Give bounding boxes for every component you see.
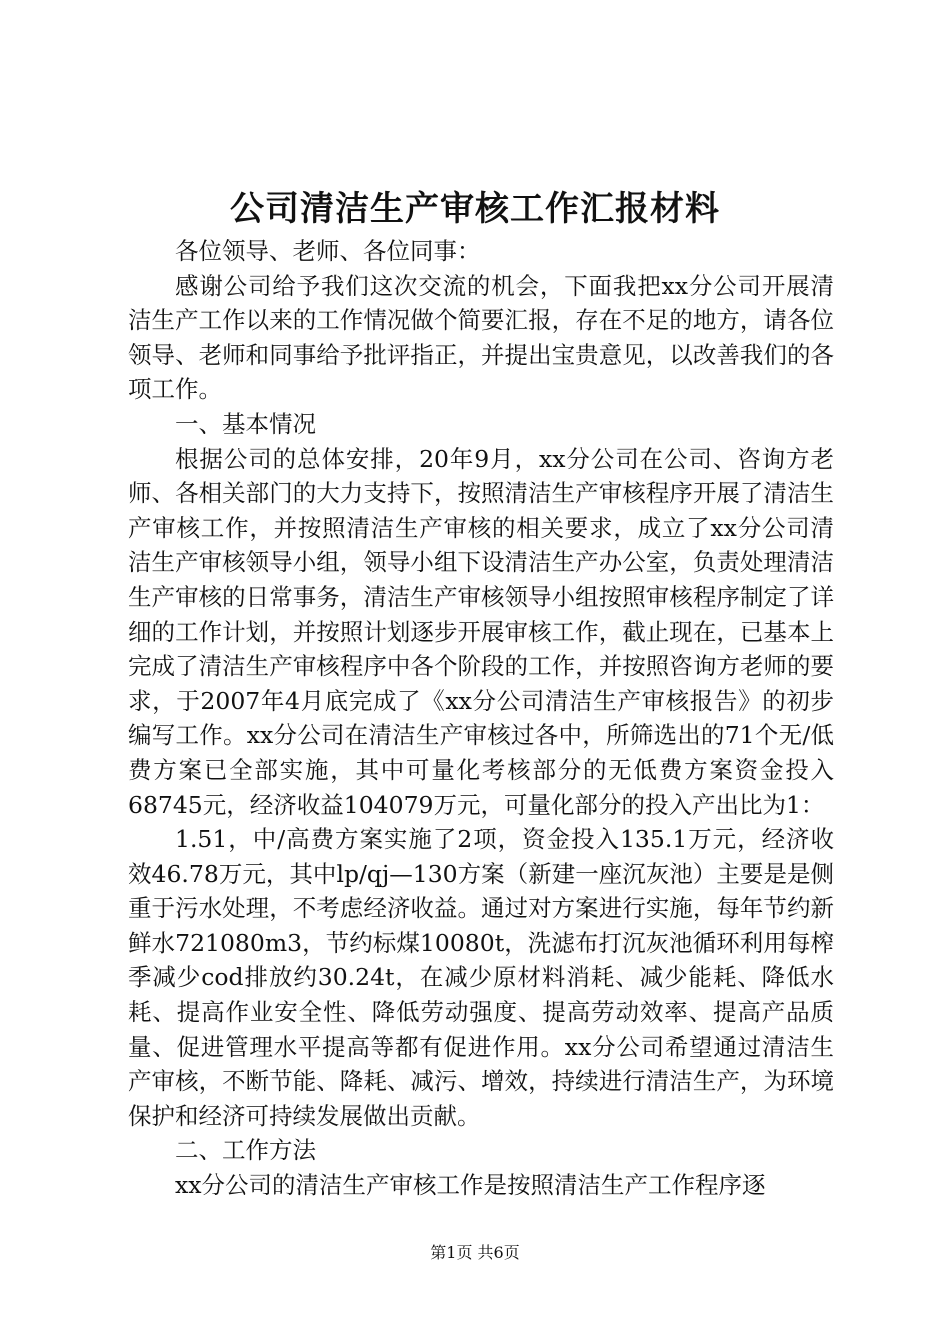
- results-paragraph: 1.51，中/高费方案实施了2项，资金投入135.1万元，经济收效46.78万元，其中lp/qj—130方案（新建一座沉灰池）主要是是侧重于污水处理，不考虑经济收益。通过对方案进行实施，每年节约新鲜水721080m3，节约标煤10080t，洗滤布打沉灰池循环利用每榨季减少cod排放约30.24t，在减少原材料消耗、减少能耗、降低水耗、提高作业安全性、降低劳动强度、提高劳动效率、提高产品质量、促进管理水平提高等都有促进作用。xx分公司希望通过清洁生产审核，不断节能、降耗、减污、增效，持续进行清洁生产，为环境保护和经济可持续发展做出贡献。: [128, 825, 834, 1130]
- document-body: [128, 234, 834, 1203]
- section-heading-work-method: 二、工作方法: [175, 1136, 316, 1165]
- section-heading-basic-situation: 一、基本情况: [175, 409, 316, 438]
- document-title: 公司清洁生产审核工作汇报材料: [230, 189, 720, 229]
- work-method-paragraph: xx分公司的清洁生产审核工作是按照清洁生产工作程序逐: [175, 1171, 766, 1200]
- page-footer: 第1页 共6页: [430, 1243, 520, 1262]
- basic-situation-paragraph: 根据公司的总体安排，20年9月，xx分公司在公司、咨询方老师、各相关部门的大力支持下，按照清洁生产审核程序开展了清洁生产审核工作，并按照清洁生产审核的相关要求，成立了xx分公司清洁生产审核领导小组，领导小组下设清洁生产办公室，负责处理清洁生产审核的日常事务，清洁生产审核领导小组按照审核程序制定了详细的工作计划，并按照计划逐步开展审核工作，截止现在，已基本上完成了清洁生产审核程序中各个阶段的工作，并按照咨询方老师的要求，于2007年4月底完成了《xx分公司清洁生产审核报告》的初步编写工作。xx分公司在清洁生产审核过各中，所筛选出的71个无/低费方案已全部实施，其中可量化考核部分的无低费方案资金投入68745元，经济收益104079万元，可量化部分的投入产出比为1：: [128, 444, 834, 819]
- greeting-paragraph: 各位领导、老师、各位同事：: [175, 237, 481, 265]
- intro-paragraph: 感谢公司给予我们这次交流的机会，下面我把xx分公司开展清洁生产工作以来的工作情况做个简要汇报，存在不足的地方，请各位领导、老师和同事给予批评指正，并提出宝贵意见，以改善我们的各项工作。: [128, 271, 834, 404]
